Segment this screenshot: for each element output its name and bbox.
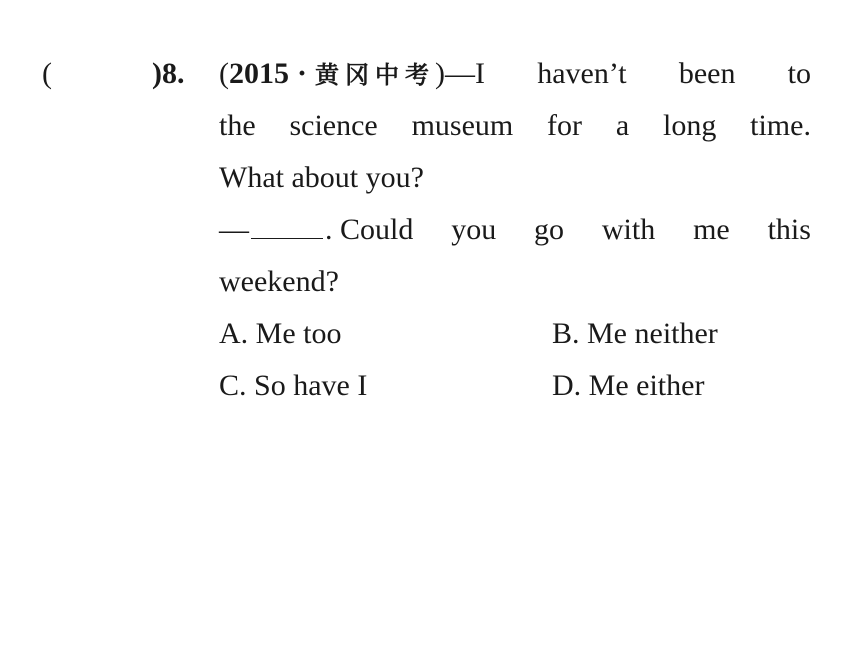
stem-word: . Could <box>325 213 414 246</box>
source-exam: 黄冈中考 <box>315 61 436 89</box>
stem-word: time. <box>750 109 811 142</box>
stem-line-5: weekend? <box>219 265 339 298</box>
option-d[interactable]: D. Me either <box>552 369 705 402</box>
stem-word: haven’t <box>537 57 627 90</box>
reply-start <box>219 210 413 250</box>
source-close: ) <box>435 57 446 90</box>
stem-word: me <box>693 213 730 246</box>
stem-word: for <box>547 109 583 142</box>
question-number-label: 8. <box>162 57 185 90</box>
option-b[interactable]: B. Me neither <box>552 317 718 350</box>
stem-word: go <box>534 213 565 246</box>
stem-word: with <box>601 213 656 246</box>
stem-line-3: What about you? <box>219 161 424 194</box>
answer-blank[interactable] <box>251 212 323 239</box>
question-number <box>152 54 185 94</box>
stem-word: the <box>219 109 256 142</box>
stem-line-4 <box>219 210 811 250</box>
option-a[interactable]: A. Me too <box>219 317 342 350</box>
reply-dash: — <box>219 213 249 246</box>
stem-word: science <box>289 109 378 142</box>
source-open: ( <box>219 57 229 90</box>
stem-line-1 <box>219 54 811 95</box>
stem-word: museum <box>411 109 514 142</box>
source-dot: · <box>297 57 308 90</box>
source-year: 2015 <box>229 57 289 90</box>
stem-word: you <box>451 213 497 246</box>
source-tag <box>219 54 485 95</box>
stem-word: this <box>767 213 811 246</box>
answer-bracket-close: ) <box>152 57 162 90</box>
stem-line-2 <box>219 106 811 146</box>
answer-bracket-open[interactable]: ( <box>42 57 52 90</box>
stem-word: a <box>615 109 630 142</box>
stem-word: long <box>662 109 717 142</box>
option-c[interactable]: C. So have I <box>219 369 368 402</box>
stem-word: —I <box>445 57 486 90</box>
stem-word: been <box>678 57 736 90</box>
stem-word: to <box>787 57 811 90</box>
